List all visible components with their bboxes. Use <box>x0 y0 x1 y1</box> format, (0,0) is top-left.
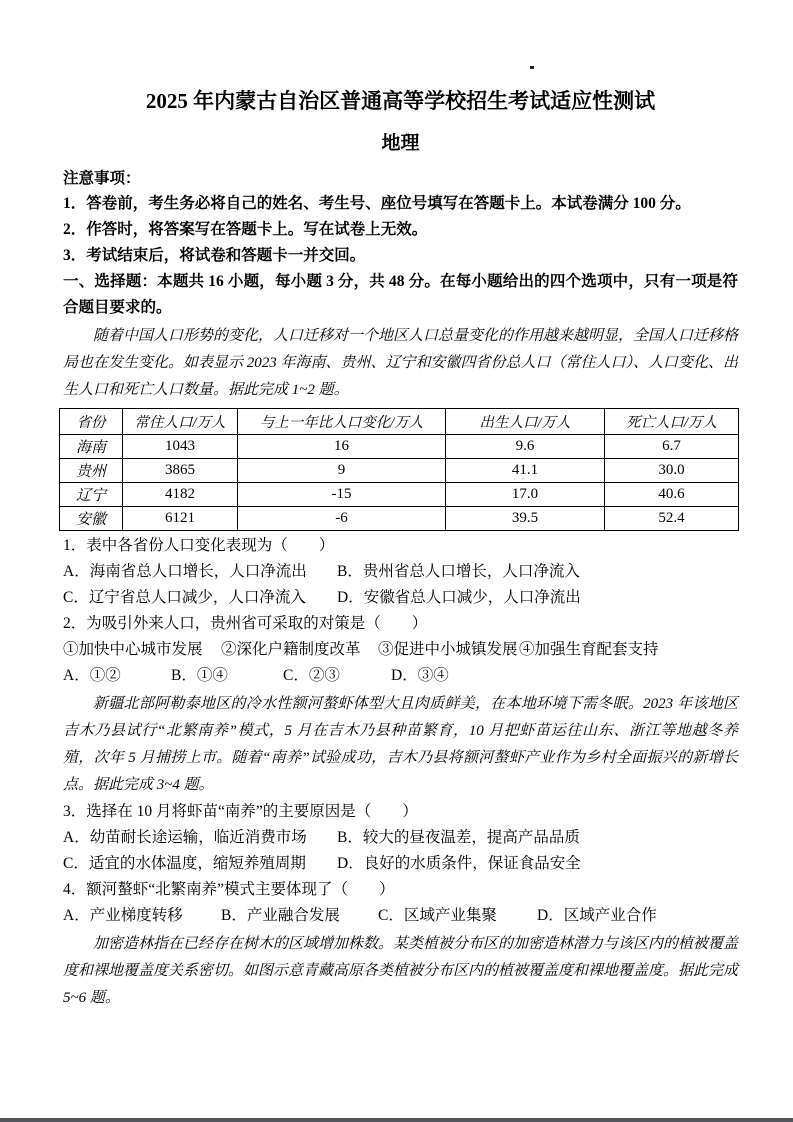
table-cell: 安徽 <box>60 507 123 531</box>
question-2-options-row <box>63 663 738 689</box>
bottom-border-bar <box>0 1118 793 1122</box>
question-3-option-a: A．幼苗耐长途运输，临近消费市场 <box>63 829 307 846</box>
notice-heading: 注意事项： <box>63 170 141 187</box>
table-cell: 1043 <box>123 435 238 459</box>
question-3-stem: 3．选择在 10 月将虾苗“南养”的主要原因是（ ） <box>63 803 418 820</box>
table-cell: 辽宁 <box>60 483 123 507</box>
table-header-cell: 出生人口/万人 <box>446 409 605 435</box>
question-1-option-a: A．海南省总人口增长，人口净流出 <box>63 563 307 580</box>
question-2-subitem-1: ①加快中心城市发展 <box>63 641 203 658</box>
notice-item-3: 3．考试结束后，将试卷和答题卡一并交回。 <box>63 247 366 264</box>
page-content <box>63 0 738 1012</box>
question-4-option-b: B．产业融合发展 <box>221 907 340 924</box>
table-cell: 39.5 <box>446 507 605 531</box>
question-1-stem: 1．表中各省份人口变化表现为（ ） <box>63 537 335 554</box>
table-cell: 16 <box>238 435 446 459</box>
table-cell: 6121 <box>123 507 238 531</box>
question-2-option-a: A．①② <box>63 667 121 684</box>
question-3 <box>63 799 738 877</box>
table-cell: 30.0 <box>605 459 739 483</box>
table-cell: 41.1 <box>446 459 605 483</box>
table-cell: 17.0 <box>446 483 605 507</box>
notice-item-2: 2．作答时，将答案写在答题卡上。写在试卷上无效。 <box>63 221 428 238</box>
question-1-options-row-2 <box>63 585 738 611</box>
question-1-option-d: D．安徽省总人口减少，人口净流出 <box>337 589 581 606</box>
notice-item-1: 1．答卷前，考生务必将自己的姓名、考生号、座位号填写在答题卡上。本试卷满分 100 分。 <box>63 195 691 212</box>
table-cell: 6.7 <box>605 435 739 459</box>
table-cell: 9.6 <box>446 435 605 459</box>
table-cell: 4182 <box>123 483 238 507</box>
question-4-option-a: A．产业梯度转移 <box>63 907 183 924</box>
question-2-subitem-4: ④加强生育配套支持 <box>519 641 659 658</box>
question-4-option-c: C．区域产业集聚 <box>378 907 497 924</box>
question-4-options-row <box>63 903 738 929</box>
table-cell: 海南 <box>60 435 123 459</box>
question-2-option-b: B．①④ <box>171 667 228 684</box>
question-1-option-c: C．辽宁省总人口减少，人口净流入 <box>63 589 306 606</box>
table-header-cell: 与上一年比人口变化/万人 <box>238 409 446 435</box>
page-title: 2025 年内蒙古自治区普通高等学校招生考试适应性测试 <box>145 89 656 113</box>
table-header-cell: 常住人口/万人 <box>123 409 238 435</box>
table-cell: 贵州 <box>60 459 123 483</box>
table-cell: 9 <box>238 459 446 483</box>
question-2-stem: 2．为吸引外来人口，贵州省可采取的对策是（ ） <box>63 615 428 632</box>
table-cell: 3865 <box>123 459 238 483</box>
table-cell: 40.6 <box>605 483 739 507</box>
question-2 <box>63 611 738 689</box>
question-1-option-b: B．贵州省总人口增长，人口净流入 <box>337 563 580 580</box>
population-table <box>59 408 739 531</box>
question-3-options-row-1 <box>63 825 738 851</box>
question-4-stem: 4．额河螯虾“北繁南养”模式主要体现了（ ） <box>63 881 395 898</box>
table-row <box>60 483 739 507</box>
question-2-option-d: D．③④ <box>391 667 449 684</box>
table-cell: 52.4 <box>605 507 739 531</box>
question-3-option-c: C．适宜的水体温度，缩短养殖周期 <box>63 855 306 872</box>
table-header-cell: 省份 <box>60 409 123 435</box>
table-header-cell: 死亡人口/万人 <box>605 409 739 435</box>
question-1-options-row-1 <box>63 559 738 585</box>
question-3-option-d: D．良好的水质条件，保证食品安全 <box>337 855 581 872</box>
question-4-option-d: D．区域产业合作 <box>537 907 657 924</box>
question-1 <box>63 533 738 611</box>
section-heading: 一、选择题：本题共 16 小题，每小题 3 分，共 48 分。在每小题给出的四个选项中，只有一项是符合题目要求的。 <box>63 273 738 316</box>
passage-crayfish: 新疆北部阿勒泰地区的冷水性额河螯虾体型大且肉质鲜美，在本地环境下需冬眠。2023 年该地区吉木乃县试行“北繁南养”模式，5 月在吉木乃县种苗繁育，10 月把虾苗运往山东、浙江等地越冬养殖，次年 5 月捕捞上市。随着“南养”试验成功，吉木乃县将额河螯虾产业作为乡村全面振兴的新增长点。据此完成 3~4 题。 <box>63 696 738 793</box>
table-row <box>60 507 739 531</box>
question-2-subitem-2: ②深化户籍制度改革 <box>221 641 361 658</box>
subject-title: 地理 <box>381 133 420 154</box>
table-cell: -15 <box>238 483 446 507</box>
question-4 <box>63 877 738 929</box>
question-3-options-row-2 <box>63 851 738 877</box>
question-2-option-c: C．②③ <box>283 667 340 684</box>
question-2-subitems-row <box>63 637 738 663</box>
passage-afforestation: 加密造林指在已经存在树木的区域增加株数。某类植被分布区的加密造林潜力与该区内的植被覆盖度和裸地覆盖度关系密切。如图示意青藏高原各类植被分布区内的植被覆盖度和裸地覆盖度。据此完成 5~6 题。 <box>63 936 739 1006</box>
table-cell: -6 <box>238 507 446 531</box>
table-row <box>60 435 739 459</box>
passage-population: 随着中国人口形势的变化，人口迁移对一个地区人口总量变化的作用越来越明显，全国人口迁移格局也在发生变化。如表显示 2023 年海南、贵州、辽宁和安徽四省份总人口（常住人口）、人口变化、出生人口和死亡人口数量。据此完成 1~2 题。 <box>63 328 739 398</box>
question-3-option-b: B．较大的昼夜温差，提高产品品质 <box>337 829 580 846</box>
question-2-subitem-3: ③促进中小城镇发展 <box>378 641 518 658</box>
table-header-row <box>60 409 739 435</box>
table-row <box>60 459 739 483</box>
